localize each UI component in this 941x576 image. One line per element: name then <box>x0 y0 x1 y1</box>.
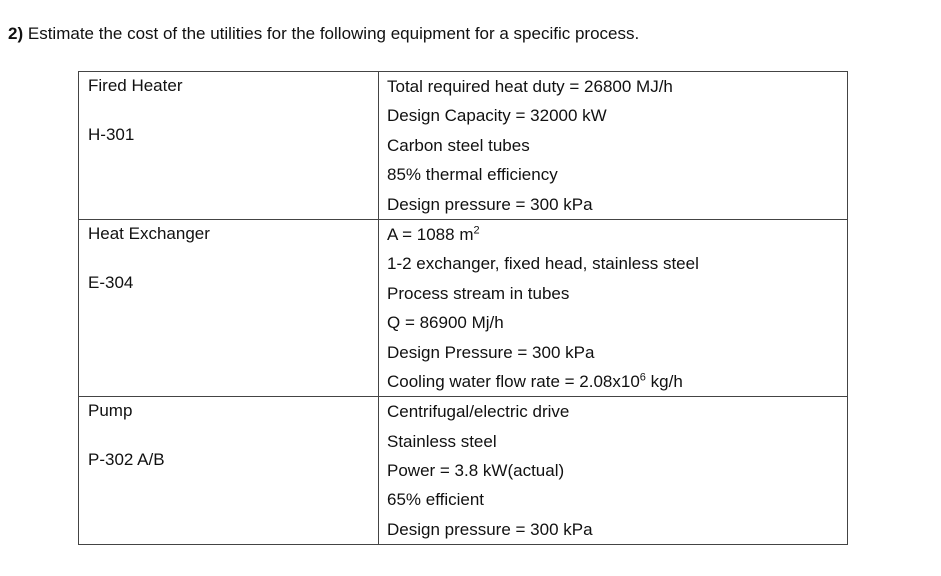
flow-exponent: 6 <box>639 371 646 384</box>
spec-cell <box>379 397 848 545</box>
spec-line: Q = 86900 Mj/h <box>387 313 504 333</box>
spec-line: 1-2 exchanger, fixed head, stainless steel <box>387 254 699 274</box>
spec-line: Process stream in tubes <box>387 283 570 303</box>
spec-line: Carbon steel tubes <box>387 135 530 155</box>
spec-line-area <box>379 220 847 249</box>
spec-line: 65% efficient <box>387 490 485 510</box>
equipment-tag: P-302 A/B <box>88 450 165 470</box>
flow-text: Cooling water flow rate = 2.08x10 <box>387 371 640 391</box>
area-exponent: 2 <box>473 224 480 237</box>
spec-cell <box>379 72 848 220</box>
spec-cell <box>379 219 848 396</box>
equipment-cell <box>79 72 379 220</box>
flow-unit: kg/h <box>645 371 683 391</box>
table-row-heat-exchanger <box>79 219 848 396</box>
spec-line: Design pressure = 300 kPa <box>387 194 593 214</box>
table-row-pump <box>79 397 848 545</box>
spec-line: Design pressure = 300 kPa <box>387 519 593 539</box>
spec-line: Design Capacity = 32000 kW <box>387 106 607 126</box>
question-number: 2) <box>8 24 24 43</box>
spec-line: Power = 3.8 kW(actual) <box>387 461 565 481</box>
table-row-fired-heater <box>79 72 848 220</box>
equipment-cell <box>79 219 379 396</box>
area-text: A = 1088 m <box>387 224 474 244</box>
question-heading <box>8 23 639 45</box>
spec-line: 85% thermal efficiency <box>387 165 558 185</box>
equipment-table <box>78 71 848 545</box>
equipment-name: Fired Heater <box>88 76 183 95</box>
spec-line: Stainless steel <box>387 431 497 451</box>
equipment-cell <box>79 397 379 545</box>
question-text: Estimate the cost of the utilities for the following equipment for a specific process. <box>27 24 640 43</box>
spec-line: Centrifugal/electric drive <box>387 402 570 422</box>
equipment-tag: H-301 <box>88 125 135 144</box>
equipment-tag: E-304 <box>88 272 134 292</box>
spec-line: Design Pressure = 300 kPa <box>387 342 595 362</box>
equipment-name: Heat Exchanger <box>88 223 210 243</box>
spec-line: Total required heat duty = 26800 MJ/h <box>387 77 673 96</box>
equipment-name: Pump <box>88 401 133 421</box>
spec-line-flow <box>379 367 847 396</box>
